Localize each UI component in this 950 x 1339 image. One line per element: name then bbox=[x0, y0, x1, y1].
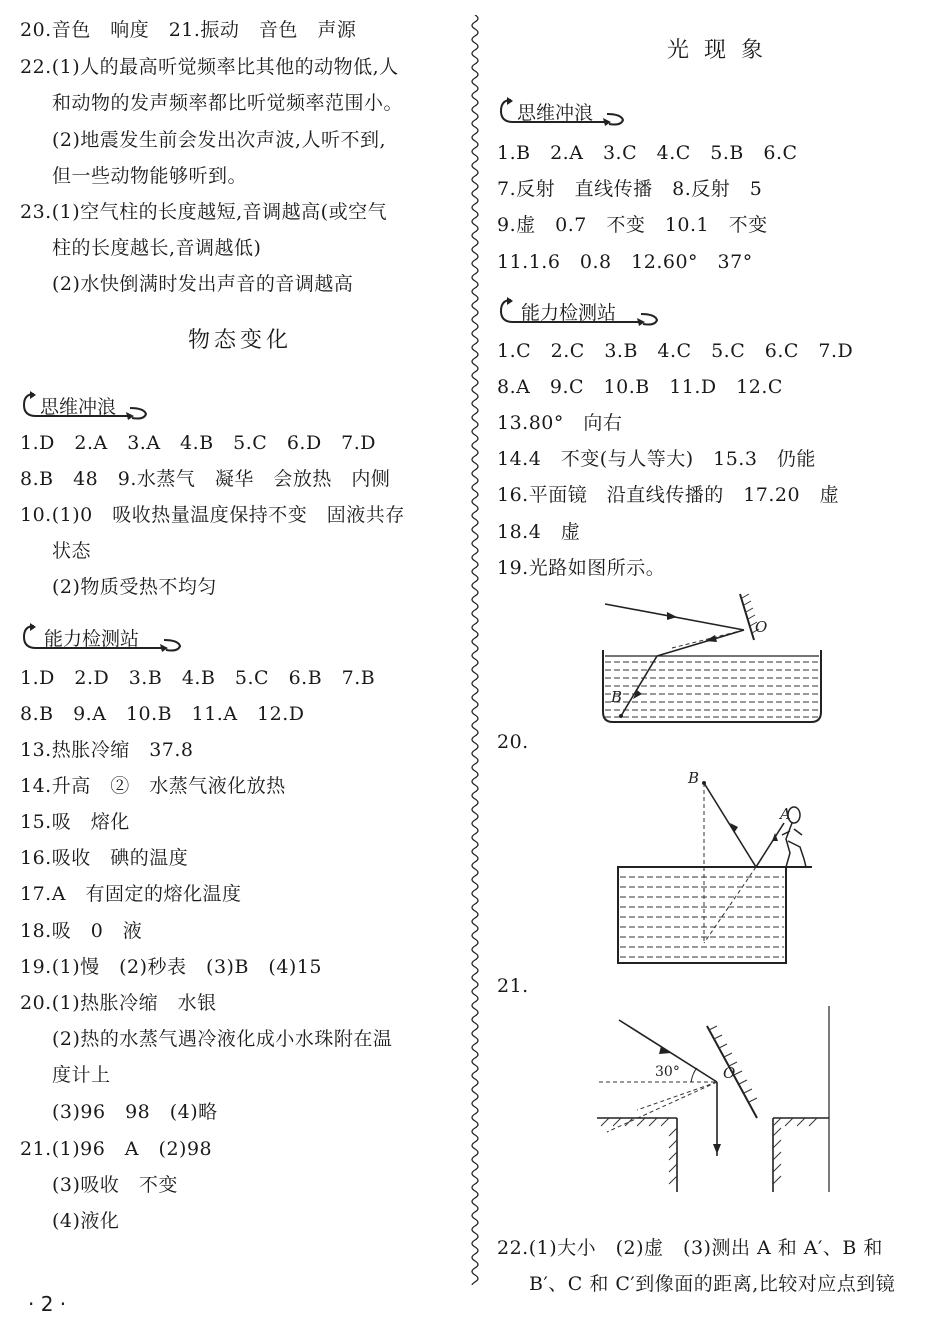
figure-20-diagram bbox=[612, 763, 822, 977]
answer-line: 18.吸 0 液 bbox=[20, 920, 143, 942]
point-o-label: O bbox=[723, 1064, 736, 1082]
answer-line: B′、C 和 C′到像面的距离,比较对应点到镜 bbox=[529, 1273, 896, 1295]
answer-line: 14.升高 ② 水蒸气液化放热 bbox=[20, 775, 286, 797]
answer-line: (2)热的水蒸气遇冷液化成小水珠附在温 bbox=[52, 1028, 393, 1050]
section-tag bbox=[497, 296, 667, 324]
answer-line: 和动物的发声频率都比听觉频率范围小。 bbox=[52, 92, 404, 114]
answer-line: 7.反射 直线传播 8.反射 5 bbox=[497, 178, 763, 200]
section-title: 物态变化 bbox=[188, 328, 293, 353]
answer-line: 状态 bbox=[52, 540, 92, 562]
answer-line: 9.虚 0.7 不变 10.1 不变 bbox=[497, 214, 768, 236]
answer-line: 22.(1)大小 (2)虚 (3)测出 A 和 A′、B 和 bbox=[497, 1237, 883, 1259]
answer-line: 度计上 bbox=[52, 1064, 111, 1086]
answer-line: (2)地震发生前会发出次声波,人听不到, bbox=[52, 129, 386, 151]
answer-line: 19.(1)慢 (2)秒表 (3)B (4)15 bbox=[20, 956, 323, 978]
answer-line: 14.4 不变(与人等大) 15.3 仍能 bbox=[497, 448, 816, 470]
answer-line: 15.吸 熔化 bbox=[20, 811, 130, 833]
answer-line: 18.4 虚 bbox=[497, 521, 581, 543]
answer-line: 16.吸收 碘的温度 bbox=[20, 847, 189, 869]
section-tag bbox=[20, 390, 160, 418]
answer-line: 21.(1)96 A (2)98 bbox=[20, 1138, 213, 1160]
answer-line: 8.A 9.C 10.B 11.D 12.C bbox=[497, 376, 783, 398]
answer-line: 10.(1)0 吸收热量温度保持不变 固液共存 bbox=[20, 504, 405, 526]
answer-line: 1.B 2.A 3.C 4.C 5.B 6.C bbox=[497, 142, 798, 164]
answer-line: 柱的长度越长,音调越低) bbox=[52, 237, 262, 259]
answer-line: (3)吸收 不变 bbox=[52, 1174, 178, 1196]
figure-21-diagram bbox=[597, 1006, 837, 1200]
answer-line: 1.D 2.A 3.A 4.B 5.C 6.D 7.D bbox=[20, 432, 377, 454]
answer-line: 8.B 9.A 10.B 11.A 12.D bbox=[20, 703, 305, 725]
figure-number: 21. bbox=[497, 975, 529, 997]
angle-label: 30° bbox=[655, 1064, 680, 1080]
tag-label: 能力检测站 bbox=[44, 628, 140, 650]
tag-label: 思维冲浪 bbox=[517, 102, 594, 124]
section-tag bbox=[497, 96, 637, 124]
section-title: 光 现 象 bbox=[667, 38, 767, 63]
answer-line: 16.平面镜 沿直线传播的 17.20 虚 bbox=[497, 484, 840, 506]
answer-line: 19.光路如图所示。 bbox=[497, 557, 666, 579]
page-number: · 2 · bbox=[28, 1292, 67, 1316]
column-divider bbox=[467, 15, 483, 1285]
answer-line: 1.D 2.D 3.B 4.B 5.C 6.B 7.B bbox=[20, 667, 376, 689]
answer-line: (4)液化 bbox=[52, 1210, 120, 1232]
answer-line: 22.(1)人的最高听觉频率比其他的动物低,人 bbox=[20, 56, 399, 78]
tag-label: 能力检测站 bbox=[521, 302, 617, 324]
answer-line: 1.C 2.C 3.B 4.C 5.C 6.C 7.D bbox=[497, 340, 854, 362]
tag-label: 思维冲浪 bbox=[40, 396, 117, 418]
answer-line: (2)物质受热不均匀 bbox=[52, 576, 217, 598]
point-o-label: O bbox=[755, 618, 768, 636]
answer-line: (3)96 98 (4)略 bbox=[52, 1101, 218, 1123]
answer-line: 但一些动物能够听到。 bbox=[52, 165, 248, 187]
answer-line: 13.热胀冷缩 37.8 bbox=[20, 739, 194, 761]
section-tag bbox=[20, 622, 190, 650]
answer-line: (2)水快倒满时发出声音的音调越高 bbox=[52, 273, 354, 295]
figure-number: 20. bbox=[497, 731, 529, 753]
answer-line: 13.80° 向右 bbox=[497, 412, 623, 434]
answer-line: 11.1.6 0.8 12.60° 37° bbox=[497, 251, 753, 273]
point-a-label: A bbox=[780, 805, 791, 823]
figure-19-diagram bbox=[597, 590, 827, 734]
point-b-label: B bbox=[688, 769, 700, 787]
answer-line: 20.音色 响度 21.振动 音色 声源 bbox=[20, 19, 357, 41]
answer-line: 17.A 有固定的熔化温度 bbox=[20, 883, 242, 905]
answer-line: 23.(1)空气柱的长度越短,音调越高(或空气 bbox=[20, 201, 388, 223]
point-b-label: B bbox=[611, 688, 623, 706]
answer-line: 8.B 48 9.水蒸气 凝华 会放热 内侧 bbox=[20, 468, 391, 490]
answer-line: 20.(1)热胀冷缩 水银 bbox=[20, 992, 217, 1014]
